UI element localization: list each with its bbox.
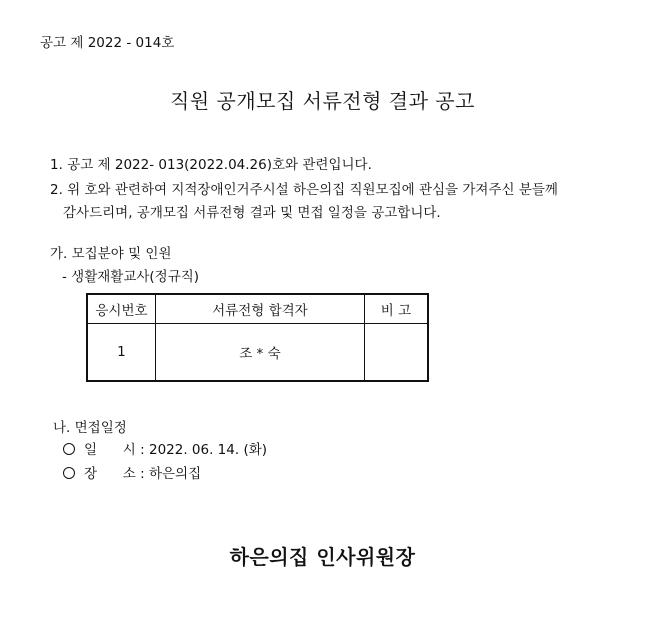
issuer-name: 하은의집 인사위원장 (229, 545, 416, 569)
schedule-date-label: 일 시 (84, 442, 136, 458)
section-a-position: - 생활재활교사(정규직) (62, 269, 200, 285)
cell-applicant-number: 1 (87, 324, 155, 382)
schedule-place (63, 462, 201, 482)
section-b-heading: 나. 면접일정 (53, 420, 127, 436)
header-applicant-number: 응시번호 (87, 294, 155, 324)
cell-passed-applicant: 조 * 숙 (155, 324, 364, 382)
header-passed-applicant: 서류전형 합격자 (155, 294, 364, 324)
document-number: 공고 제 2022 - 014호 (40, 35, 175, 51)
circle-bullet-icon (63, 467, 75, 479)
table-row (87, 324, 428, 382)
item-2-line-2: 감사드리며, 공개모집 서류전형 결과 및 면접 일정을 공고합니다. (63, 205, 441, 221)
table-header-row (87, 294, 428, 324)
schedule-place-label: 장 소 (84, 466, 136, 482)
results-table (86, 293, 429, 382)
item-2-line-1: 2. 위 호와 관련하여 지적장애인거주시설 하은의집 직원모집에 관심을 가져주신 분들께 (50, 182, 558, 198)
schedule-date-value: : 2022. 06. 14. (화) (140, 442, 268, 458)
schedule-date (63, 438, 267, 458)
circle-bullet-icon (63, 443, 75, 455)
item-1: 1. 공고 제 2022- 013(2022.04.26)호와 관련입니다. (50, 157, 372, 173)
cell-remarks (364, 324, 428, 382)
schedule-place-value: : 하은의집 (140, 466, 202, 482)
section-a-heading: 가. 모집분야 및 인원 (50, 246, 172, 262)
page-title: 직원 공개모집 서류전형 결과 공고 (170, 89, 475, 113)
header-remarks: 비 고 (364, 294, 428, 324)
